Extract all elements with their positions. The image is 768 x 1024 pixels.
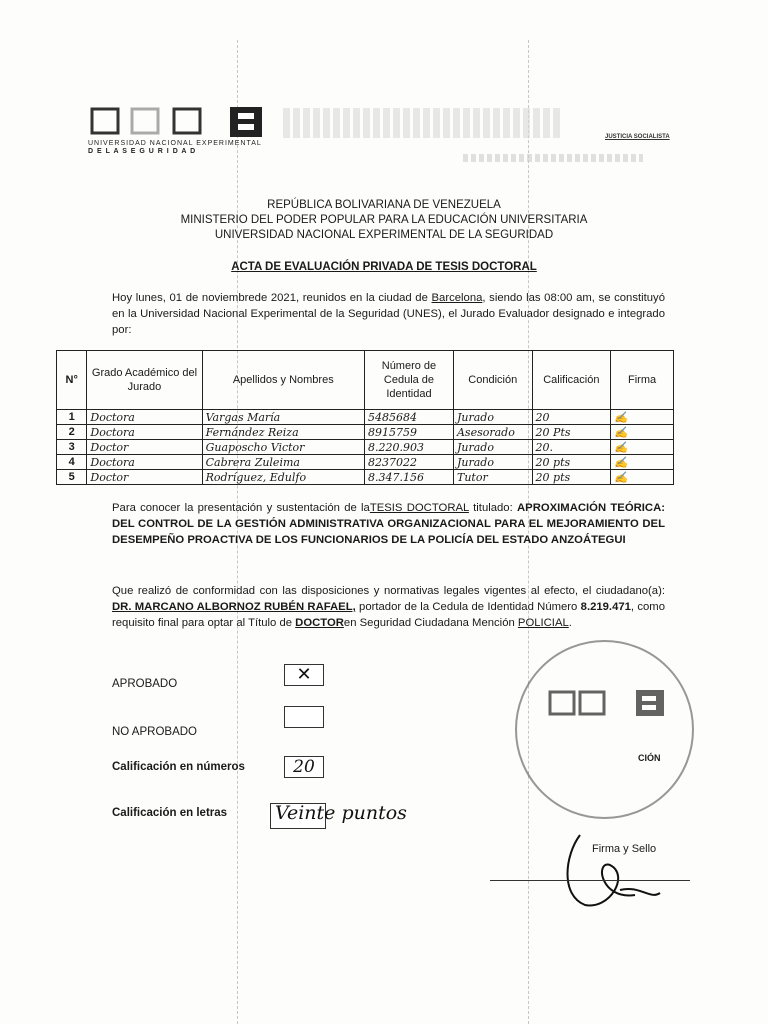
candidate-text-2: portador de la Cedula de Identidad Número [355,601,581,613]
row-nombre: Guaposcho Victor [202,440,364,455]
row-calificacion: 20 [532,410,611,425]
candidate-mention: POLICIAL [517,617,569,629]
row-firma: ✍ [611,470,674,485]
col-header-grado: Grado Académico del Jurado [87,351,202,410]
document-title: ACTA DE EVALUACIÓN PRIVADA DE TESIS DOCTORAL [231,261,537,273]
table-row [57,410,674,425]
row-firma: ✍ [611,455,674,470]
candidate-degree: DOCTOR [295,617,344,629]
no-aprobado-checkbox[interactable] [284,706,324,728]
row-firma: ✍ [611,440,674,455]
col-header-condicion: Condición [453,351,532,410]
firma-sello-label: Firma y Sello [592,843,657,855]
row-calificacion: 20 pts [532,470,611,485]
row-number: 3 [57,440,87,455]
row-grado: Doctor [87,470,202,485]
header-ministry: MINISTERIO DEL PODER POPULAR PARA LA EDUCACIÓN UNIVERSITARIA [180,214,588,226]
row-grado: Doctora [87,425,202,440]
col-header-firma: Firma [611,351,674,410]
col-header-nombres: Apellidos y Nombres [202,351,364,410]
row-condicion: Tutor [453,470,532,485]
header-republic: REPÚBLICA BOLIVARIANA DE VENEZUELA [267,199,501,211]
row-calificacion: 20 Pts [532,425,611,440]
row-grado: Doctora [87,455,202,470]
aprobado-mark: ✕ [296,664,312,685]
row-cedula: 8915759 [364,425,453,440]
table-header-row [57,351,674,410]
intro-text-2: , siendo las 08:00 am, se constituyó en la Universidad Nacional Experimental de la Seguridad (UNES), el Jurado Evaluador designado e integrado por: [112,292,665,336]
candidate-id: 8.219.471 [580,601,631,613]
faded-ministry-banner [283,108,563,138]
thesis-text-1: Para conocer la presentación y sustentación de la [112,502,370,514]
thesis-paragraph [112,500,665,548]
row-nombre: Rodríguez, Edulfo [202,470,364,485]
intro-paragraph [112,290,665,338]
table-row [57,425,674,440]
logo-text-line2: D E L A S E G U R I D A D [88,148,197,155]
thesis-text-2: titulado: [468,502,517,514]
row-condicion: Jurado [453,410,532,425]
row-number: 2 [57,425,87,440]
row-grado: Doctor [87,440,202,455]
faded-address-line [463,154,643,162]
calif-letras-value: Veinte puntos [275,802,407,824]
row-calificacion: 20 pts [532,455,611,470]
col-header-calificacion: Calificación [532,351,611,410]
row-number: 1 [57,410,87,425]
row-firma: ✍ [611,410,674,425]
row-cedula: 8237022 [364,455,453,470]
row-nombre: Fernández Reiza [202,425,364,440]
calif-numeros-label: Calificación en números [112,761,245,773]
row-number: 4 [57,455,87,470]
thesis-kind: TESIS DOCTORAL [369,502,469,514]
candidate-paragraph: Que realizó de conformidad con las disposiciones y normativas legales vigentes al efecto, el ciudadano(a): DR. MARCANO ALBORNOZ RUBÉN RAFAEL, portador de la Cedula de Identidad Número 8.219.471, como requisito final para optar al Título de DOCTORen Seguridad Ciudadana Mención POLICIAL. [112,585,665,629]
row-number: 5 [57,470,87,485]
aprobado-label: APROBADO [112,678,178,690]
intro-city: Barcelona [431,292,483,304]
calif-letras-label: Calificación en letras [112,807,228,819]
row-cedula: 5485684 [364,410,453,425]
row-condicion: Jurado [453,455,532,470]
stamp-logo-icon [548,688,668,728]
no-aprobado-label: NO APROBADO [112,726,197,738]
col-header-n: N° [57,351,87,410]
logo-text-line1: UNIVERSIDAD NACIONAL EXPERIMENTAL [88,140,262,147]
official-stamp [515,640,694,819]
aprobado-checkbox[interactable] [284,664,324,686]
stamp-text: CIÓN [638,753,661,763]
calif-numeros-box [284,756,324,778]
candidate-text-1: Que realizó de conformidad con las disposiciones y normativas legales vigentes al efecto, el ciudadano(a): [112,585,665,597]
candidate-text-3: , como requisito final para optar al Título de [112,601,665,629]
intro-text-1: Hoy lunes, 01 de noviembrede 2021, reunidos en la ciudad de [112,292,432,304]
candidate-text-4: en Seguridad Ciudadana Mención [343,617,518,629]
row-firma: ✍ [611,425,674,440]
row-calificacion: 20. [532,440,611,455]
unes-logo-icon [88,105,268,139]
table-row [57,470,674,485]
table-row [57,440,674,455]
thesis-title: APROXIMACIÓN TEÓRICA: DEL CONTROL DE LA GESTIÓN ADMINISTRATIVA ORGANIZACIONAL PARA EL MEJORAMIENTO DEL DESEMPEÑO PROACTIVA DE LOS FUNCIONARIOS DE LA POLICÍA DEL ESTADO ANZOÁTEGUI [112,502,665,546]
header-university: UNIVERSIDAD NACIONAL EXPERIMENTAL DE LA SEGURIDAD [214,229,554,241]
jury-table [56,350,674,485]
calif-numeros-value: 20 [293,757,315,777]
row-nombre: Cabrera Zuleima [202,455,364,470]
justicia-socialista-text: JUSTICIA SOCIALISTA [605,134,670,140]
handwritten-signature [540,815,690,920]
row-cedula: 8.347.156 [364,470,453,485]
letterhead [88,100,688,160]
row-condicion: Jurado [453,440,532,455]
row-cedula: 8.220.903 [364,440,453,455]
row-grado: Doctora [87,410,202,425]
table-row [57,455,674,470]
row-condicion: Asesorado [453,425,532,440]
signature-line [490,880,690,881]
col-header-cedula: Número de Cedula de Identidad [364,351,453,410]
row-nombre: Vargas María [202,410,364,425]
candidate-name: DR. MARCANO ALBORNOZ RUBÉN RAFAEL, [112,601,356,613]
